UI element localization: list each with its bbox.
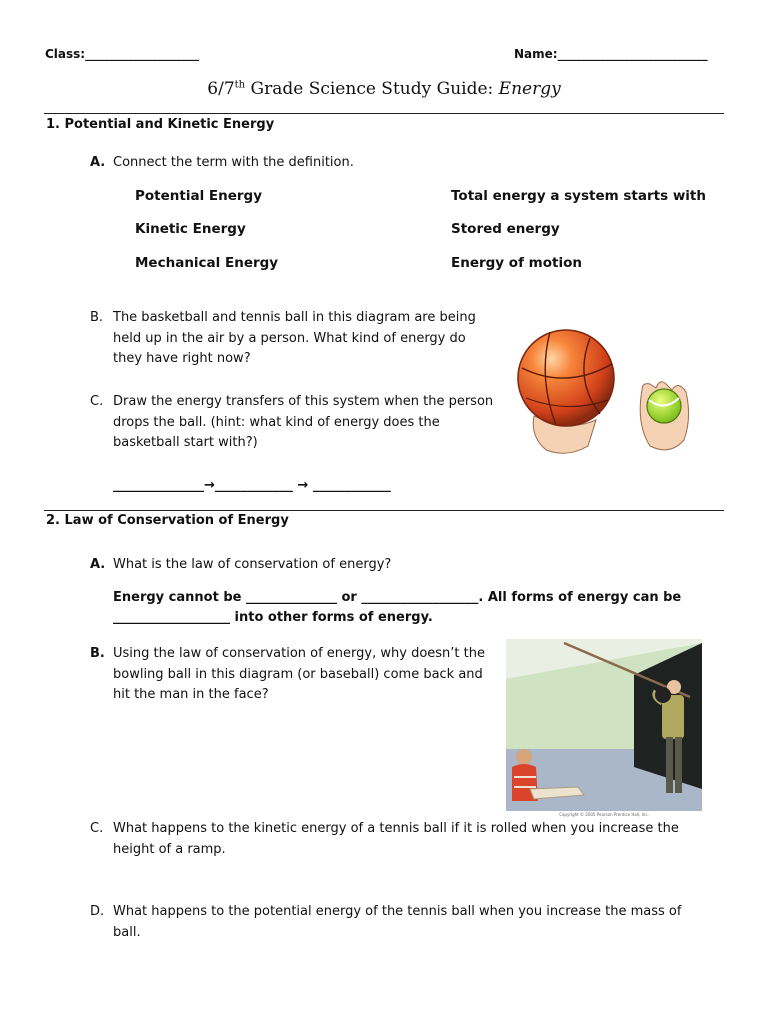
term-mechanical: Mechanical Energy (135, 255, 279, 271)
question-2c (0, 819, 768, 863)
question-2d (0, 902, 768, 946)
title-main: Grade Science Study Guide: (245, 79, 499, 99)
term-potential: Potential Energy (135, 188, 263, 204)
question-2b (0, 644, 505, 714)
balls-in-hands-illustration (516, 328, 696, 458)
question-2a (0, 555, 768, 577)
section-2-heading: 2. Law of Conservation of Energy (46, 513, 289, 528)
tennis-ball-hand-icon (640, 382, 688, 450)
question-text: The basketball and tennis ball in this diagram are being held up in the air by a person. What kind of energy do they have right now? (113, 310, 476, 366)
title-sup: th (234, 79, 246, 91)
question-label: A. (90, 155, 106, 170)
question-label: D. (90, 904, 105, 919)
question-text: Using the law of conservation of energy, why doesn’t the bowling ball in this diagram (or baseball) come back and hit the man in the face? (113, 646, 485, 702)
conservation-fill-line-2: __________________ into other forms of energy. (113, 610, 433, 625)
question-label: B. (90, 310, 104, 325)
question-label: C. (90, 821, 104, 836)
question-1a (0, 153, 768, 175)
question-text: Draw the energy transfers of this system when the person drops the ball. (hint: what kind of energy does the basketball start with?) (113, 394, 494, 450)
bowling-ball-pendulum-illustration (506, 639, 702, 819)
term-kinetic: Kinetic Energy (135, 221, 246, 237)
question-text: What happens to the potential energy of the tennis ball when you increase the mass of ball. (113, 904, 682, 940)
divider (44, 113, 724, 114)
question-text: Connect the term with the definition. (113, 155, 354, 170)
divider (44, 510, 724, 511)
question-text: What is the law of conservation of energy? (113, 557, 392, 572)
conservation-fill-line-1: Energy cannot be ______________ or __________________. All forms of energy can be (113, 590, 682, 605)
question-label: B. (90, 646, 105, 661)
definition-stored: Stored energy (451, 221, 560, 237)
bowling-ball-icon (655, 687, 671, 703)
definition-total: Total energy a system starts with (451, 188, 706, 204)
question-text: What happens to the kinetic energy of a tennis ball if it is rolled when you increase the height of a ramp. (113, 821, 679, 857)
energy-transfer-blanks: ______________→____________ → ____________ (113, 478, 391, 493)
question-1b (0, 308, 510, 378)
question-label: A. (90, 557, 106, 572)
page-title (0, 79, 768, 99)
question-label: C. (90, 394, 104, 409)
class-field: Class:___________________ (45, 47, 200, 61)
image-credit: Copyright © 2005 Pearson Prentice Hall, Inc. (559, 812, 649, 817)
definition-motion: Energy of motion (451, 255, 582, 271)
name-field: Name:_________________________ (514, 47, 708, 61)
basketball-icon (518, 330, 614, 426)
section-1-heading: 1. Potential and Kinetic Energy (46, 117, 275, 132)
title-grade: 6/7 (207, 79, 235, 99)
title-italic: Energy (498, 79, 561, 99)
question-1c (0, 392, 510, 462)
